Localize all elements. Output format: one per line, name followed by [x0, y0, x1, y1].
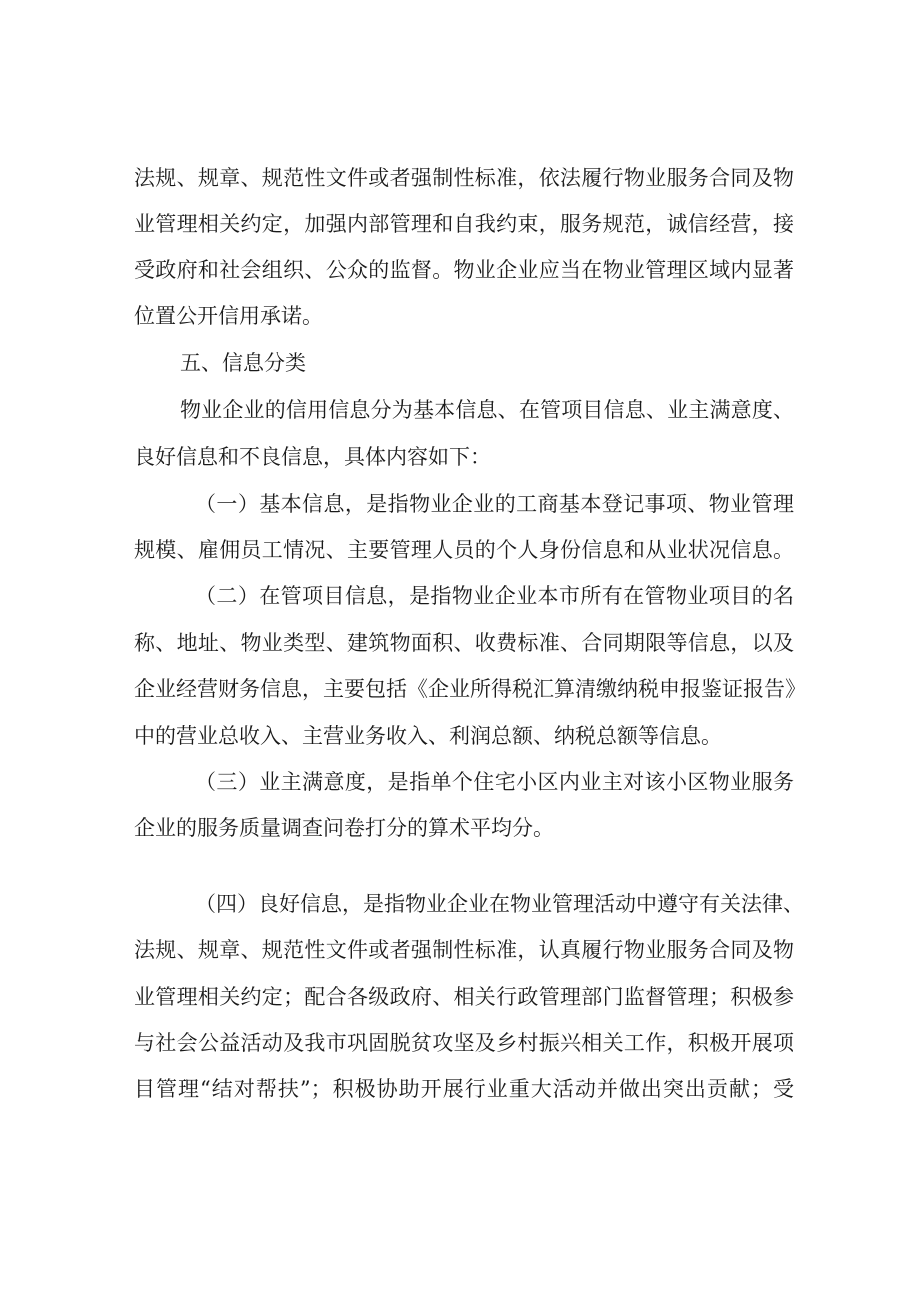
- paragraph-line: （一）基本信息，是指物业企业的工商基本登记事项、物业管理: [195, 492, 794, 516]
- paragraph-line: （二）在管项目信息，是指物业企业本市所有在管物业项目的名: [195, 584, 794, 608]
- paragraph-line: 中的营业总收入、主营业务收入、利润总额、纳税总额等信息。: [134, 724, 722, 748]
- paragraph-line: 受政府和社会组织、公众的监督。物业企业应当在物业管理区域内显著: [134, 258, 794, 282]
- paragraph-line: 法规、规章、规范性文件或者强制性标准，认真履行物业服务合同及物: [134, 938, 794, 962]
- paragraph-line: 与社会公益活动及我市巩固脱贫攻坚及乡村振兴相关工作，积极开展项: [134, 1031, 794, 1055]
- section-heading: 五、信息分类: [180, 351, 306, 375]
- paragraph-line: 法规、规章、规范性文件或者强制性标准，依法履行物业服务合同及物: [134, 166, 794, 190]
- paragraph-line: 企业的服务质量调查问卷打分的算术平均分。: [134, 816, 554, 840]
- paragraph-line: 目管理“结对帮扶”；积极协助开展行业重大活动并做出突出贡献；受: [134, 1077, 794, 1101]
- paragraph-line: （三）业主满意度，是指单个住宅小区内业主对该小区物业服务: [195, 770, 794, 794]
- paragraph-line: 位置公开信用承诺。: [134, 304, 323, 328]
- paragraph-line: 称、地址、物业类型、建筑物面积、收费标准、合同期限等信息，以及: [134, 631, 794, 655]
- paragraph-line: 业管理相关约定，加强内部管理和自我约束，服务规范，诚信经营，接: [134, 212, 794, 236]
- paragraph-line: 物业企业的信用信息分为基本信息、在管项目信息、业主满意度、: [180, 398, 794, 422]
- paragraph-line: （四）良好信息，是指物业企业在物业管理活动中遵守有关法律、: [195, 892, 804, 916]
- paragraph-line: 业管理相关约定；配合各级政府、相关行政管理部门监督管理；积极参: [134, 985, 794, 1009]
- paragraph-line: 规模、雇佣员工情况、主要管理人员的个人身份信息和从业状况信息。: [134, 538, 794, 562]
- paragraph-line: 企业经营财务信息，主要包括《企业所得税汇算清缴纳税申报鉴证报告》: [134, 677, 806, 701]
- paragraph-line: 良好信息和不良信息，具体内容如下：: [134, 445, 491, 469]
